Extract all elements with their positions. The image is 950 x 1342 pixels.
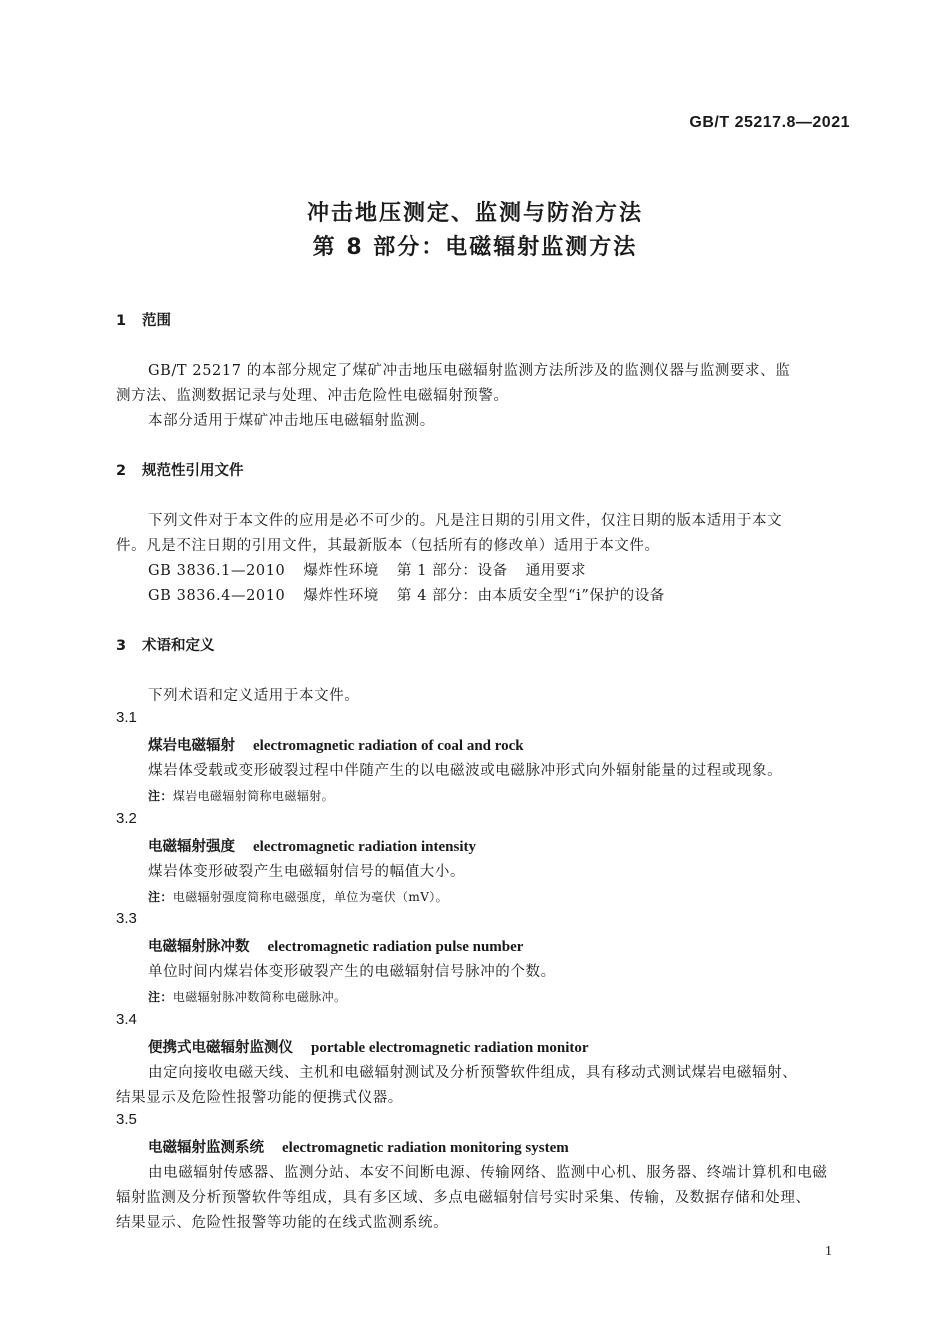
section-title: 术语和定义 — [142, 638, 215, 654]
reference-code: GB 3836.4—2010 — [148, 588, 286, 604]
paragraph: 本部分适用于煤矿冲击地压电磁辐射监测。 — [148, 413, 435, 429]
term-entry — [148, 1036, 589, 1057]
term-definition: 煤岩体受载或变形破裂过程中伴随产生的以电磁波或电磁脉冲形式向外辐射能量的过程或现象。 — [148, 763, 783, 779]
reference-item — [148, 559, 586, 580]
term-english: electromagnetic radiation of coal and rock — [253, 738, 524, 754]
note-label: 注： — [148, 990, 173, 1004]
term-number: 3.5 — [116, 1111, 137, 1128]
term-entry — [148, 734, 524, 755]
paragraph-continuation: 件。凡是不注日期的引用文件，其最新版本（包括所有的修改单）适用于本文件。 — [116, 538, 660, 554]
section-heading-terms-definitions — [116, 634, 215, 655]
section-title: 范围 — [142, 313, 171, 329]
term-english: electromagnetic radiation intensity — [253, 839, 477, 855]
term-definition: 由电磁辐射传感器、监测分站、本安不间断电源、传输网络、监测中心机、服务器、终端计算机和电磁 — [148, 1165, 828, 1181]
reference-title: 爆炸性环境 — [303, 563, 379, 579]
reference-code: GB 3836.1—2010 — [148, 563, 286, 579]
term-chinese: 电磁辐射强度 — [148, 839, 235, 855]
paragraph: 下列术语和定义适用于本文件。 — [148, 688, 360, 704]
note-label: 注： — [148, 890, 173, 904]
note-label: 注： — [148, 789, 173, 803]
term-note — [148, 888, 448, 905]
term-english: electromagnetic radiation pulse number — [267, 939, 524, 955]
paragraph-continuation: 测方法、监测数据记录与处理、冲击危险性电磁辐射预警。 — [116, 388, 509, 404]
section-number: 2 — [116, 463, 127, 479]
paragraph: 下列文件对于本文件的应用是必不可少的。凡是注日期的引用文件，仅注日期的版本适用于本文 — [148, 513, 783, 529]
term-definition: 煤岩体变形破裂产生电磁辐射信号的幅值大小。 — [148, 864, 466, 880]
section-number: 3 — [116, 638, 127, 654]
section-number: 1 — [116, 313, 127, 329]
reference-item — [148, 584, 665, 605]
term-definition-continuation: 结果显示、危险性报警等功能的在线式监测系统。 — [116, 1215, 449, 1231]
term-number: 3.1 — [116, 709, 137, 726]
term-chinese: 电磁辐射脉冲数 — [148, 939, 250, 955]
term-note — [148, 787, 334, 804]
term-english: portable electromagnetic radiation monitor — [311, 1040, 589, 1056]
term-chinese: 煤岩电磁辐射 — [148, 738, 235, 754]
term-english: electromagnetic radiation monitoring system — [282, 1140, 569, 1156]
term-chinese: 电磁辐射监测系统 — [148, 1140, 264, 1156]
document-title-line2: 第 8 部分：电磁辐射监测方法 — [312, 235, 638, 260]
term-entry — [148, 1136, 569, 1157]
term-definition-continuation: 结果显示及危险性报警功能的便携式仪器。 — [116, 1090, 403, 1106]
term-entry — [148, 835, 476, 856]
reference-title: 爆炸性环境 — [303, 588, 379, 604]
section-title: 规范性引用文件 — [142, 463, 244, 479]
term-definition: 单位时间内煤岩体变形破裂产生的电磁辐射信号脉冲的个数。 — [148, 964, 556, 980]
term-number: 3.3 — [116, 910, 137, 927]
note-text: 煤岩电磁辐射简称电磁辐射。 — [172, 789, 335, 803]
reference-part: 第 1 部分：设备 — [396, 563, 508, 579]
section-heading-normative-references — [116, 459, 244, 480]
note-text: 电磁辐射脉冲数简称电磁脉冲。 — [172, 990, 347, 1004]
term-entry — [148, 935, 523, 956]
term-chinese: 便携式电磁辐射监测仪 — [148, 1040, 293, 1056]
term-number: 3.2 — [116, 810, 137, 827]
page-number: 1 — [825, 1244, 832, 1259]
reference-part: 第 4 部分：由本质安全型“i”保护的设备 — [396, 588, 665, 604]
term-note — [148, 988, 346, 1005]
term-number: 3.4 — [116, 1011, 137, 1028]
term-definition-continuation: 辐射监测及分析预警软件等组成，具有多区域、多点电磁辐射信号实时采集、传输，及数据存储和处理、 — [116, 1190, 811, 1206]
reference-subtitle: 通用要求 — [525, 563, 587, 579]
note-text: 电磁辐射强度简称电磁强度，单位为毫伏（mV）。 — [172, 890, 449, 904]
paragraph: GB/T 25217 的本部分规定了煤矿冲击地压电磁辐射监测方法所涉及的监测仪器与监测要求、监 — [148, 363, 791, 379]
section-heading-scope — [116, 309, 171, 330]
standard-code: GB/T 25217.8—2021 — [689, 114, 850, 131]
term-definition: 由定向接收电磁天线、主机和电磁辐射测试及分析预警软件组成，具有移动式测试煤岩电磁辐射、 — [148, 1065, 798, 1081]
document-title-line1: 冲击地压测定、监测与防治方法 — [306, 201, 643, 226]
